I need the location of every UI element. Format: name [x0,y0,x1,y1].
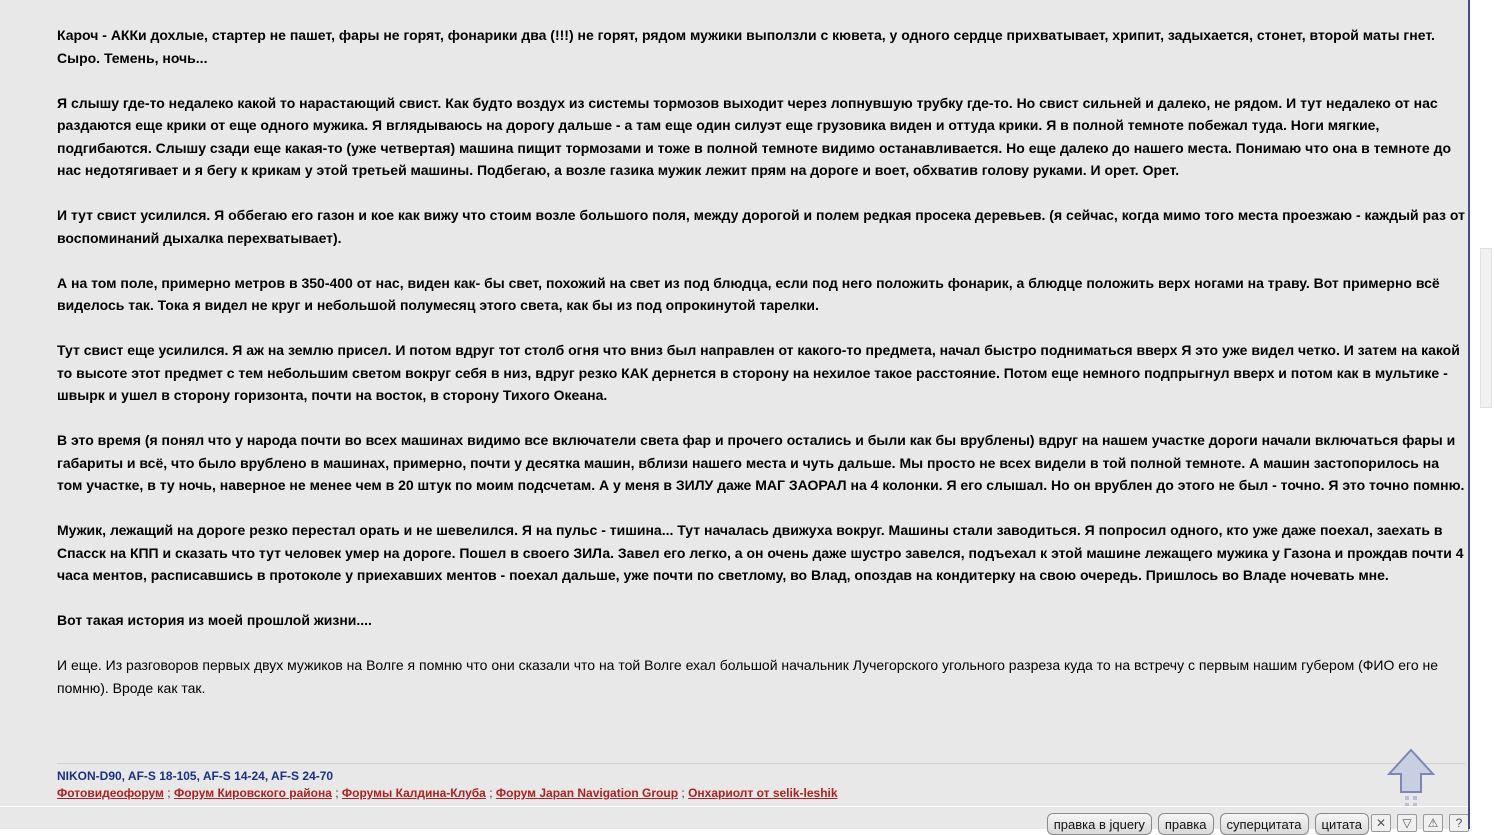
vertical-scrollbar[interactable] [1478,0,1494,829]
link-separator: ; [335,786,339,800]
post-body [57,24,1465,722]
signature-divider [57,763,1465,764]
post-paragraph: А на том поле, примерно метров в 350-400 от нас, виден как- бы свет, похожий на свет из под блюдца, если под него положить фонарик, а блюдце положить верх ногами на траву. Вот примерно всё виделось так. Тока я видел не круг и небольшой полумесяц этого света, как бы из под опрокинутой тарелки. [57,274,1440,313]
help-icon[interactable]: ? [1449,814,1469,832]
edit-button[interactable]: правка [1158,813,1214,835]
signature-links [57,785,1357,802]
signature-link-caldina-club[interactable]: Форумы Калдина-Клуба [341,786,486,800]
signature-link-kirovsky-forum[interactable]: Форум Кировского района [173,786,332,800]
actions-divider [0,806,1469,807]
post-paragraph: Кароч - АККи дохлые, стартер не пашет, фары не горят, фонарики два (!!!) не горят, рядом мужики выползли с кювета, у одного сердце прихватывает, хрипит, задыхается, стонет, второй маты гнет. Сыро. Темень, ночь... [57,27,1435,66]
post-paragraph: И тут свист усилился. Я оббегаю его газон и кое как вижу что стоим возле большого поля, между дорогой и полем редкая просека деревьев. (я сейчас, когда мимо того места проезжаю - каждый раз от воспоминаний дыхалка перехватывает). [57,207,1465,246]
signature-link-japan-navigation[interactable]: Форум Japan Navigation Group [495,786,679,800]
post-paragraph: Мужик, лежащий на дороге резко перестал орать и не шевелился. Я на пульс - тишина... Тут началась движуха вокруг. Машины стали заводиться. Я попросил одного, кто уже даже поехал, заехать в Спасск на КПП и сказать что тут человек умер на дороге. Пошел в своего ЗИЛа. Завел его легко, а он очень даже шустро завелся, подъехал к этой машине лежащего мужика у Газона и прождав почти 4 часа ментов, расписавшись в протоколе у приехавших ментов - поехал дальше, уже почти по светлому, во Влад, опоздав на кондитерку на свою очередь. Пришлось во Владе ночевать мне. [57,522,1464,583]
scrollbar-thumb[interactable] [1480,248,1492,408]
warning-icon[interactable]: ⚠ [1423,814,1443,832]
post-paragraph: И еще. Из разговоров первых двух мужиков на Волге я помню что они сказали что на той Волге ехал большой начальник Лучегорского угольного разреза куда то на встречу с первым нашим губером (ФИО его не помню). Вроде как так. [57,657,1439,696]
close-icon[interactable]: ✕ [1371,814,1391,832]
arrow-up-icon[interactable] [1387,748,1435,810]
link-separator: ; [489,786,493,800]
link-separator: ; [681,786,685,800]
post-tool-icons [1371,814,1469,832]
post-paragraph: Вот такая история из моей прошлой жизни.... [57,612,372,628]
super-quote-button[interactable]: суперцитата [1220,813,1309,835]
page-border [1468,0,1470,829]
link-separator: ; [167,786,171,800]
user-signature [57,768,1357,802]
post-paragraph: В это время (я понял что у народа почти во всех машинах видимо все включатели света фар и прочего остались и были как бы врублены) вдруг на нашем участке дороги начали включаться фары и габариты и всё, что было врублено в машинах, примерно, почти у десятка машин, вблизи нашего места и чуть дальше. Мы просто не всех видели в той полной темноте. А машин застопорилось на том участке, в ту ночь, наверное не менее чем в 20 штук по моим подсчетам. А у меня в ЗИЛУ даже МАГ ЗАОРАЛ на 4 колонки. Я его слышал. Но он врублен до этого не был - точно. Я это точно помню. [57,432,1465,493]
post-actions [1047,813,1369,835]
signature-link-onkhariolt[interactable]: Онхариолт от selik-leshik [688,786,838,800]
post-paragraph: Тут свист еще усилился. Я аж на землю присел. И потом вдруг тот столб огня что вниз был направлен от какого-то предмета, начал быстро подниматься вверх Я это уже видел четко. И затем на какой то высоте этот предмет с тем небольшим светом вокруг себя в низ, вдруг резко КАК дернется в сторону на нехилое такое расстояние. Потом еще немного подпрыгнул вверх и потом как в мультике - швырк и ушел в сторону горизонта, почти на восток, в сторону Тихого Океана. [57,342,1460,403]
post-paragraph: Я слышу где-то недалеко какой то нарастающий свист. Как будто воздух из системы тормозов выходит через лопнувшую трубку где-то. Но свист сильней и далеко, не рядом. И тут недалеко от нас раздаются еще крики от еще одного мужика. Я вглядываюсь на дорогу дальше - а там еще один силуэт еще грузовика виден и оттуда крики. Я в полной темноте побежал туда. Ноги мягкие, подгибаются. Слышу сзади еще какая-то (уже четвертая) машина пищит тормозами и тоже в полной темноте видимо останавливается. Но еще далеко до нашего места. Понимаю что она в темноте до нас недотягивает и я бегу к крикам у этой третьей машины. Подбегаю, а возле газика мужик лежит прям на дороге и воет, обхватив голову руками. И орет. Орет. [57,94,1452,178]
edit-in-jquery-button[interactable]: правка в jquery [1047,813,1152,835]
signature-link-photovideo-forum[interactable]: Фотовидеофорум [57,786,164,800]
quote-button[interactable]: цитата [1315,813,1370,835]
signature-camera-gear: NIKON-D90, AF-S 18-105, AF-S 14-24, AF-S 24-70 [57,769,334,783]
filter-icon[interactable]: ▽ [1397,814,1417,832]
